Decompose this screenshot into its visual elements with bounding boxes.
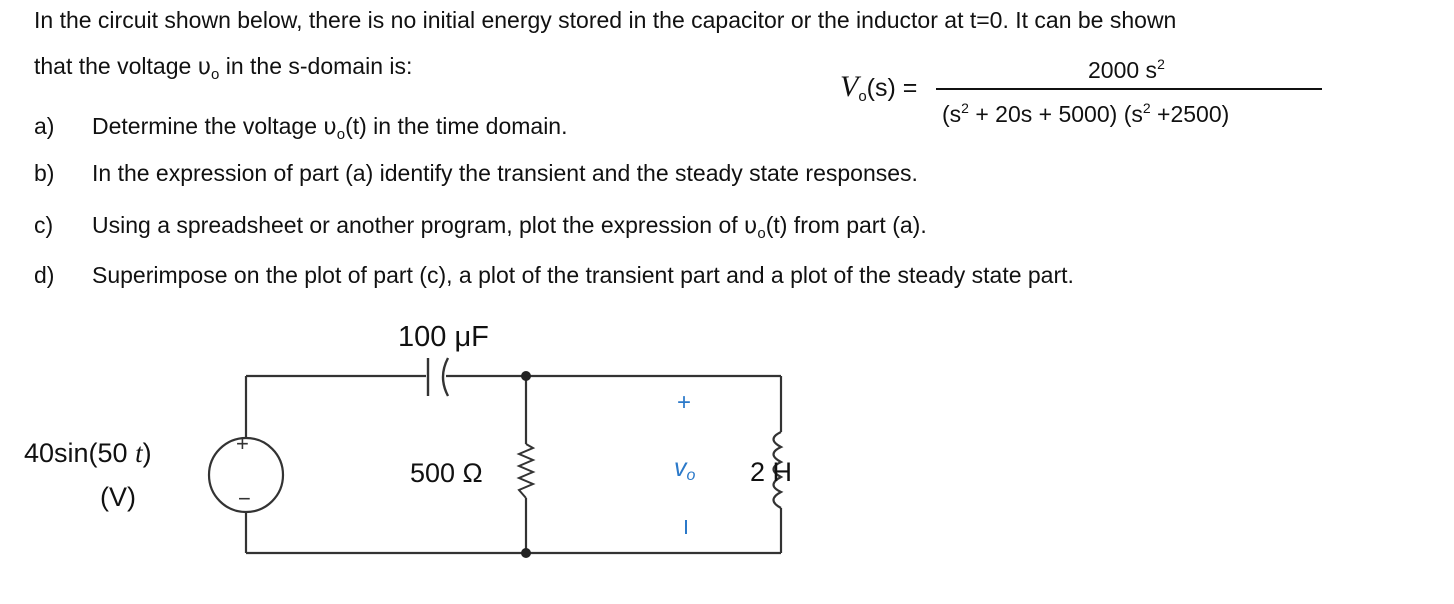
intro-text-2-post: in the s-domain is: xyxy=(219,53,413,79)
equation-v-symbol: V xyxy=(840,70,859,103)
resistor-symbol xyxy=(519,444,533,498)
item-c-label: c) xyxy=(34,212,54,238)
upsilon-symbol: υ xyxy=(197,54,211,80)
item-a-post: (t) in the time domain. xyxy=(345,113,568,139)
item-a-pre: Determine the voltage xyxy=(92,113,324,139)
upsilon-symbol: υ xyxy=(323,114,337,140)
source-label-post: ) xyxy=(142,438,152,468)
vo-plus-sign: + xyxy=(677,389,692,416)
junction-dot-bottom xyxy=(521,548,531,558)
den-part-1: (s xyxy=(942,101,962,127)
item-c-pre: Using a spreadsheet or another program, plot the expression of xyxy=(92,212,745,238)
intro-text-1: In the circuit shown below, there is no initial energy stored in the capacitor or the inductor at t=0. It can be shown xyxy=(34,7,1177,33)
source-label-line-2: (V) xyxy=(100,482,136,512)
subscript-o: o xyxy=(211,66,220,83)
item-b-label: b) xyxy=(34,160,55,186)
den-exponent-2: 2 xyxy=(1142,100,1151,116)
inductor-label: 2 H xyxy=(750,457,793,487)
item-a-label: a) xyxy=(34,113,55,139)
source-label-line-1 xyxy=(24,438,152,468)
numerator-exponent: 2 xyxy=(1157,56,1165,72)
equation-lhs-arg: (s) = xyxy=(866,74,918,102)
resistor-label: 500 Ω xyxy=(410,458,483,488)
source-minus-sign: − xyxy=(238,486,251,511)
capacitor-symbol xyxy=(428,358,448,396)
subscript-o: o xyxy=(336,126,346,143)
source-plus-sign: + xyxy=(236,431,249,456)
junction-dot-top xyxy=(521,371,531,381)
item-d-label: d) xyxy=(34,262,55,288)
capacitor-label: 100 μF xyxy=(398,321,489,353)
vo-subscript: o xyxy=(686,467,696,484)
den-exponent-1: 2 xyxy=(961,100,969,116)
item-c-post: (t) from part (a). xyxy=(765,212,927,238)
source-label-var: t xyxy=(135,438,143,468)
intro-text-2-pre: that the voltage xyxy=(34,53,198,79)
upsilon-symbol: υ xyxy=(744,213,758,239)
vo-symbol: v xyxy=(674,454,687,482)
vo-label xyxy=(674,454,696,484)
item-d-text: Superimpose on the plot of part (c), a plot of the transient part and a plot of the steady state part. xyxy=(92,262,1074,288)
equation-v-subscript: o xyxy=(858,88,867,105)
numerator-text: 2000 s xyxy=(1088,57,1158,83)
item-b-text: In the expression of part (a) identify the transient and the steady state responses. xyxy=(92,160,918,186)
den-part-2: + 20s + 5000) (s xyxy=(968,101,1143,127)
den-part-3: +2500) xyxy=(1150,101,1230,127)
source-label-pre: 40sin(50 xyxy=(24,438,136,468)
subscript-o: o xyxy=(757,225,766,242)
